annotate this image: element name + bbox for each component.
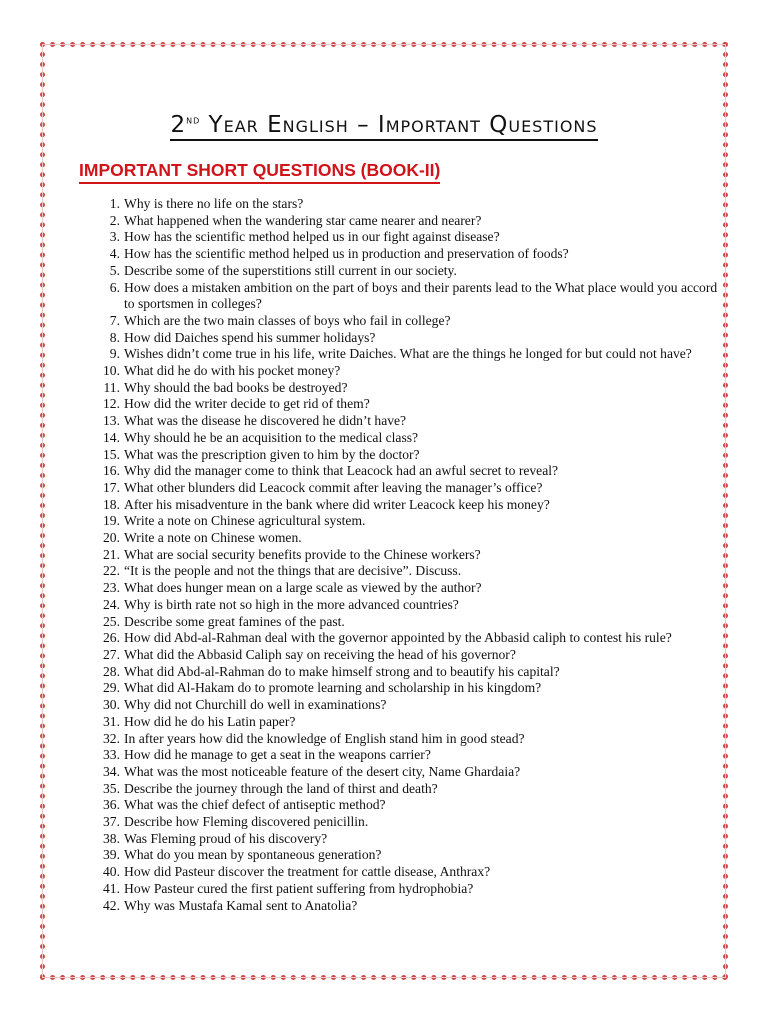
question-item	[96, 346, 722, 363]
question-number: 15.	[103, 446, 120, 462]
question-item	[96, 664, 722, 681]
question-text: How did Pasteur discover the treatment for cattle disease, Anthrax?	[124, 864, 491, 880]
question-text: Why is birth rate not so high in the more advanced countries?	[124, 596, 459, 612]
question-number: 4.	[109, 246, 120, 262]
question-text: What happened when the wandering star came nearer and nearer?	[124, 212, 482, 228]
question-number: 34.	[103, 763, 120, 779]
question-text: Why is there no life on the stars?	[124, 196, 304, 211]
question-item	[96, 747, 722, 764]
question-number: 41.	[103, 880, 120, 896]
question-text: Which are the two main classes of boys who fail in college?	[124, 312, 451, 328]
question-text: What other blunders did Leacock commit after leaving the manager’s office?	[124, 479, 543, 495]
question-number: 31.	[103, 713, 120, 729]
question-number: 8.	[109, 329, 120, 345]
question-number: 26.	[103, 630, 120, 646]
question-text: Describe the journey through the land of thirst and death?	[124, 780, 438, 796]
question-item	[96, 463, 722, 480]
question-text: Why should he be an acquisition to the medical class?	[124, 429, 419, 445]
question-item	[96, 363, 722, 380]
question-item	[96, 213, 722, 230]
question-number: 17.	[103, 479, 120, 495]
question-number: 28.	[103, 663, 120, 679]
section-heading: IMPORTANT SHORT QUESTIONS (BOOK-II)	[79, 159, 440, 184]
question-number: 36.	[103, 797, 120, 813]
question-item	[96, 731, 722, 748]
question-item	[96, 847, 722, 864]
question-number: 35.	[103, 780, 120, 796]
question-number: 22.	[103, 563, 120, 579]
question-item	[96, 797, 722, 814]
title-text: Year English – Important Questions	[200, 112, 598, 138]
question-text: After his misadventure in the bank where did writer Leacock keep his money?	[124, 496, 550, 512]
question-text: How did the writer decide to get rid of them?	[124, 396, 370, 412]
question-text: How did he manage to get a seat in the weapons carrier?	[124, 747, 431, 763]
question-text: What was the chief defect of antiseptic method?	[124, 797, 386, 813]
question-number: 18.	[103, 496, 120, 512]
question-number: 9.	[109, 346, 120, 362]
question-number: 10.	[103, 363, 120, 379]
question-item	[96, 714, 722, 731]
question-number: 39.	[103, 847, 120, 863]
question-item	[96, 697, 722, 714]
question-number: 37.	[103, 814, 120, 830]
question-item	[96, 513, 722, 530]
question-text: What does hunger mean on a large scale as viewed by the author?	[124, 580, 482, 596]
question-number: 25.	[103, 613, 120, 629]
question-number: 24.	[103, 596, 120, 612]
question-text: In after years how did the knowledge of English stand him in good stead?	[124, 730, 525, 746]
question-number: 3.	[109, 229, 120, 245]
question-text: Why did the manager come to think that Leacock had an awful secret to reveal?	[124, 463, 559, 479]
question-number: 16.	[103, 463, 120, 479]
question-text: Why should the bad books be destroyed?	[124, 379, 348, 395]
question-text: What did the Abbasid Caliph say on receiving the head of his governor?	[124, 646, 516, 662]
question-number: 32.	[103, 730, 120, 746]
question-text: What are social security benefits provide to the Chinese workers?	[124, 546, 481, 562]
question-item	[96, 831, 722, 848]
question-item	[96, 563, 722, 580]
question-text: How did Daiches spend his summer holidays?	[124, 329, 376, 345]
question-text: What did Abd-al-Rahman do to make himself strong and to beautify his capital?	[124, 663, 560, 679]
question-item	[96, 497, 722, 514]
question-item	[96, 647, 722, 664]
question-number: 6.	[109, 279, 120, 295]
question-item	[96, 229, 722, 246]
question-item	[96, 396, 722, 413]
page-title	[0, 112, 768, 138]
question-number: 33.	[103, 747, 120, 763]
question-item	[96, 263, 722, 280]
question-item	[96, 597, 722, 614]
question-number: 27.	[103, 646, 120, 662]
title-number: 2	[170, 112, 187, 138]
question-text: “It is the people and not the things that are decisive”. Discuss.	[124, 563, 462, 579]
question-number: 38.	[103, 830, 120, 846]
question-item	[96, 864, 722, 881]
question-number: 29.	[103, 680, 120, 696]
question-item	[96, 430, 722, 447]
question-text: What did Al-Hakam do to promote learning and scholarship in his kingdom?	[124, 680, 542, 696]
question-text: How did he do his Latin paper?	[124, 713, 296, 729]
question-text: Describe some of the superstitions still current in our society.	[124, 262, 457, 278]
question-text: How has the scientific method helped us in our fight against disease?	[124, 229, 500, 245]
question-text: Why did not Churchill do well in examinations?	[124, 697, 387, 713]
question-item	[96, 814, 722, 831]
question-item	[96, 447, 722, 464]
question-number: 14.	[103, 429, 120, 445]
question-text: How did Abd-al-Rahman deal with the governor appointed by the Abbasid caliph to contest his rule?	[124, 630, 672, 646]
question-text: What did he do with his pocket money?	[124, 363, 341, 379]
question-item	[96, 313, 722, 330]
question-number: 30.	[103, 697, 120, 713]
question-text: How has the scientific method helped us in production and preservation of foods?	[124, 246, 569, 262]
question-number: 11.	[103, 379, 120, 395]
question-item	[96, 280, 722, 313]
question-item	[96, 547, 722, 564]
question-text: Was Fleming proud of his discovery?	[124, 830, 328, 846]
question-text: Write a note on Chinese women.	[124, 530, 302, 546]
question-number: 40.	[103, 864, 120, 880]
question-text: Why was Mustafa Kamal sent to Anatolia?	[124, 897, 358, 913]
question-item	[96, 898, 722, 915]
question-text: How Pasteur cured the first patient suffering from hydrophobia?	[124, 880, 474, 896]
question-item	[96, 630, 722, 647]
question-text: Wishes didn’t come true in his life, write Daiches. What are the things he longed for but could not have?	[124, 346, 692, 362]
question-number: 12.	[103, 396, 120, 412]
question-text: What was the most noticeable feature of the desert city, Name Ghardaia?	[124, 763, 521, 779]
question-number: 1.	[109, 196, 120, 211]
question-number: 21.	[103, 546, 120, 562]
question-text: How does a mistaken ambition on the part of boys and their parents lead to the What place would you accord to sportsmen in colleges?	[124, 279, 718, 312]
question-number: 42.	[103, 897, 120, 913]
question-text: Write a note on Chinese agricultural system.	[124, 513, 366, 529]
question-number: 20.	[103, 530, 120, 546]
question-item	[96, 246, 722, 263]
title-superscript: nd	[186, 112, 201, 127]
question-item	[96, 580, 722, 597]
question-item	[96, 330, 722, 347]
question-number: 2.	[109, 212, 120, 228]
question-number: 13.	[103, 413, 120, 429]
question-number: 23.	[103, 580, 120, 596]
question-item	[96, 480, 722, 497]
question-item	[96, 881, 722, 898]
question-item	[96, 413, 722, 430]
question-item	[96, 380, 722, 397]
question-number: 19.	[103, 513, 120, 529]
question-item	[96, 764, 722, 781]
question-text: Describe how Fleming discovered penicillin.	[124, 814, 369, 830]
question-item	[96, 781, 722, 798]
question-text: What was the prescription given to him by the doctor?	[124, 446, 420, 462]
question-text: What do you mean by spontaneous generation?	[124, 847, 382, 863]
question-list	[96, 196, 722, 914]
question-text: What was the disease he discovered he didn’t have?	[124, 413, 407, 429]
question-item	[96, 614, 722, 631]
question-text: Describe some great famines of the past.	[124, 613, 345, 629]
question-item	[96, 196, 722, 213]
question-item	[96, 680, 722, 697]
question-number: 7.	[109, 312, 120, 328]
question-number: 5.	[109, 262, 120, 278]
question-item	[96, 530, 722, 547]
